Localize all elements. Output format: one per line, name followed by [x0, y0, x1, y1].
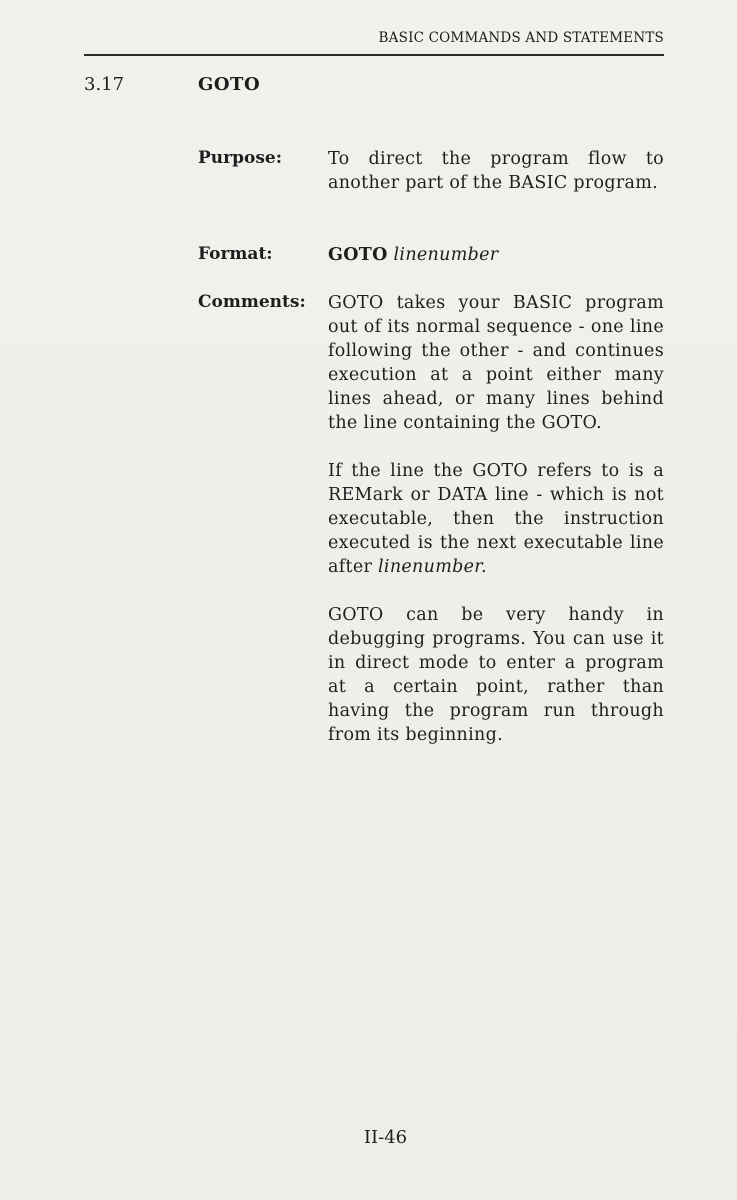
purpose-text: To direct the program flow to another part of the BASIC program. [328, 149, 664, 193]
section-number: 3.17 [84, 74, 125, 95]
comments-paragraph-2-italic: linenumber. [378, 557, 487, 577]
comments-paragraph-3: GOTO can be very handy in debugging programs. You can use it in direct mode to enter a program at a certain point, rather than having the program run through from its beginning. [328, 605, 664, 745]
running-head: BASIC COMMANDS AND STATEMENTS [378, 30, 664, 46]
purpose-label: Purpose: [198, 148, 282, 168]
format-block [328, 243, 664, 267]
format-label: Format: [198, 244, 273, 264]
header-rule [84, 54, 664, 56]
comments-block [328, 291, 664, 747]
comments-paragraph-2 [328, 459, 664, 579]
format-keyword: GOTO [328, 245, 388, 265]
purpose-text-block [328, 147, 664, 195]
section-title: GOTO [198, 74, 261, 95]
page-number: II-46 [363, 1127, 408, 1148]
comments-paragraph-2-text: If the line the GOTO refers to is a REMark or DATA line - which is not executable, then the instruction executed is the next executable line after [328, 461, 664, 577]
format-syntax [328, 243, 664, 267]
comments-paragraph-1: GOTO takes your BASIC program out of its normal sequence - one line following the other - and continues execution at a point either many lines ahead, or many lines behind the line containing the GOTO. [328, 293, 664, 433]
format-argument: linenumber [393, 245, 499, 265]
comments-label: Comments: [198, 292, 306, 312]
